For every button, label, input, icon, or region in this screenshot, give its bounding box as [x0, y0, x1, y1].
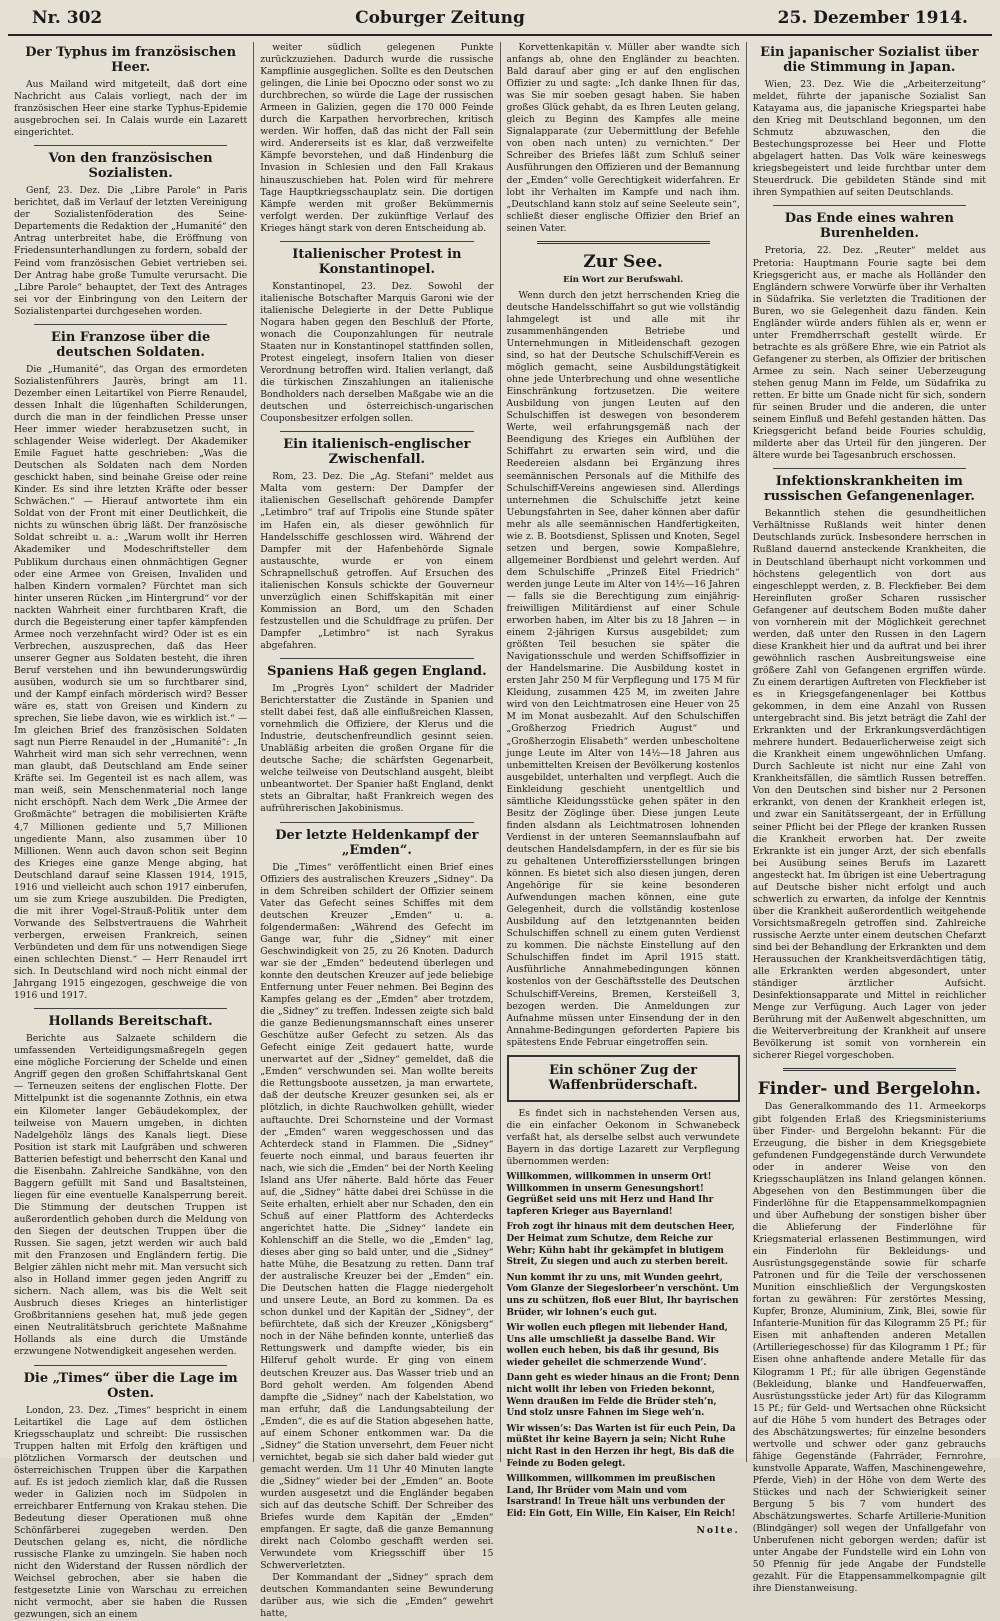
article-body: Korvettenkapitän v. Müller aber wandte sich anfangs ab, ohne den Engländer zu beachten. Bald darauf aber ging er auf den englischen Offizier zu und sagte: „Ich danke Ihnen für das, was Sie mir soeben gesagt haben. Sie haben großes Glück gehabt, da es Ihren Leuten gelang, gleich zu Beginn des Kampfes alle meine Signalapparate (zur Uebermittlung der Befehle von oben nach unten) zu vernichten.“ Der Schreiber des Briefes läßt zum Schluß seiner Ausführungen den Offizieren und der Bemannung der „Emden“ volle Gerechtigkeit widerfahren. Er lobt ihr Verhalten im Kampfe und nach ihm. „Deutschland kann stolz auf seine Seeleute sein“, schließt dieser englische Offizier den Brief an seinen Vater.	[507, 42, 740, 235]
boxed-headline	[507, 1055, 740, 1102]
signature: Nolte.	[507, 1525, 740, 1537]
article-headline: Spaniens Haß gegen England.	[260, 664, 493, 679]
article-headline: Hollands Bereitschaft.	[14, 1014, 247, 1029]
column-4	[747, 42, 992, 1462]
article-body: Konstantinopel, 23. Dez. Sowohl der italienische Botschafter Marquis Garoni wie der italienische Delegierte in der Dette Publique Nogara haben gegen den Beschluß der Pforte, wonach die Couponzahlungen für neutrale Staaten nur in Konstantinopel stattfinden sollen, Protest eingelegt, insofern Italien von dieser Verordnung betroffen wird. Italien verlangt, daß die türkischen Zinszahlungen an italienische Bondholders nach derselben Maßgabe wie an die deutschen und österreichisch-ungarischen Couponsbesitzer erfolgen sollen.	[260, 281, 493, 426]
column-1	[8, 42, 254, 1462]
article	[14, 1008, 247, 1358]
article	[14, 45, 247, 139]
article-body: Die „Times“ veröffentlicht einen Brief eines Offiziers des australischen Kreuzers „Sidney“. Da in dem Schreiben schildert der Offizier seinem Vater das Gefecht seines Schiffes mit dem deutschen Kreuzer „Emden“ u. a. folgendermaßen: „Während des Gefecht im Gange war, fuhr die „Sidney“ mit einer Geschwindigkeit von 25, zu 26 Knoten. Dadurch war sie der „Emden“ bedeutend überlegen und konnte den deutschen Kreuzer auf jede beliebige Entfernung unter Feuer nehmen. Bei Beginn des Kampfes gelang es der „Emden“ aber trotzdem, die „Sidney“ zu treffen. Indessen zeigte sich bald die ganze Bedienungsmannschaft eines unserer Geschütze außer Gefecht zu setzen. Als das Gefecht einige Zeit gedauert hatte, wurde unerwartet auf der „Sidney“ gemeldet, daß die „Emden“ verschwunden sei. Man wollte bereits die Rettungsboote aussetzen, ja man erwartete, daß der deutsche Kreuzer gesunken sei, als er plötzlich, in dichte Rauchwolken gehüllt, wieder auftauchte. Drei Schornsteine und der Vormast der „Emden“ waren weggeschossen und das Achterdeck stand in Flammen. Die „Sidney“ feuerte noch einmal, und baraus feuerten ihr nach, wie sich die „Emden“ bei der North Keeling Island ans Ufer näherte. Bald hörte das Feuer auf, die „Sidney“ hätte dabei drei Schüsse in die Seite erhalten, erhielt aber nur Schaden, den ein Schuß auf einer Plattform des Achterdecks angerichtet hatte. Die „Sidney“ landete ein Kohlenschiff an die Stelle, wo die „Emden“ lag, dieses aber ging so bald unter, und die „Sidney“ hatte Mühe, die Besatzung zu retten. Dann traf der australische Kreuzer bei der „Emden“ ein. Die Deutschen hatten die Flagge niedergeholt und unsere Leute, an Bord zu kommen. Da es schon dunkel und der Kapitän der „Sidney“, der befürchtete, daß sich der Kreuzer „Königsberg“ noch in der Nähe befinden konnte, unterließ das Rettungswerk und dampfte wieder, bis ein Hilferuf geholt wurde. Er ging von einem deutschen Kreuzer aus. Das Wasser trieb und an Bord geholt werden. Am folgenden Abend dampfte die „Sidney“ nach der Kabelstation, wo man erfuhr, daß die Landungsabteilung der „Emden“, die es auf die Station abgesehen hatte, auf einem Schoner entkommen war. Da die „Sidney“ die Station unversehrt, dem Feuer nicht vernichtet, begab sie sich daher bald wieder gut gemacht werden. Um 11 Uhr 40 Minuten langte die „Sidney“ wieder bei der „Emden“ an. Boote wurden ausgesetzt und die Engländer begaben sich auf das deutsche Schiff. Der Schreiber des Briefes wurde dem Kapitän der „Emden“ empfangen. Er sagte, daß die ganze Bemannung direkt nach Colombo geschafft werden sei. Verwundete vom Kriegsschiff über 15 Schwerverletzten.	[260, 862, 493, 1573]
article-headline: Zur See.	[507, 252, 740, 272]
poem-stanza: Wir wollen euch pflegen mit liebender Hand, Uns alle umschließt ja dasselbe Band. Wir wollen euch heben, bis daß ihr gesund, Bis wieder geheilet die schmerzende Wund’.	[507, 1323, 740, 1369]
divider	[783, 1068, 956, 1071]
poem-stanza: Dann geht es wieder hinaus an die Front; Denn nicht wollt ihr leben von Frieden bekonnt, Wenn draußen im Felde die Brüder steh’n, Und stolz unsre Fahnen im Siege weh’n.	[507, 1373, 740, 1419]
article	[507, 42, 740, 235]
article	[753, 468, 986, 1062]
article-body: weiter südlich gelegenen Punkte zurückzuziehen. Dadurch wurde die russische Kampflinie ausgeglichen. Sollte es den Deutschen gelingen, die Linie bei Opoczno oder sonst wo zu durchbrechen, so würde die Lage der russischen Armeen in Galizien, gegen die 170 000 Feinde durch die Karpathen hervorbrechen, kritisch werden. Wir hoffen, daß das nicht der Fall sein wird. Andererseits ist es klar, daß verzweifelte Kämpfe bevorstehen, und daß Hindenburg die Invasion in Schlesien und den Fall Krakaus hinauszuschieben hat. Polen wird für mehrere Tage Hauptkriegsschauplatz sein. Die dortigen Kämpfe werden mit großer Bekümmernis verfolgt werden. Der zukünftige Verlauf des Krieges hängt stark von deren Entscheidung ab.	[260, 42, 493, 235]
article	[260, 42, 493, 235]
article-body: Es findet sich in nachstehenden Versen aus, die ein einfacher Oekonom in Schwanebeck verfaßt hat, als derselbe selbst auch verwundete Bayern in das dortige Lazarett zur Verpflegung übernommen werden:	[507, 1108, 740, 1168]
poem-stanza: Nun kommt ihr zu uns, mit Wunden geehrt, Vom Glanze der Siegeslorbeer’n verschönt. Um uns zu schützen, floß euer Blut, Ihr bayrischen Brüder, wir lohnen’s euch gut.	[507, 1273, 740, 1319]
columns	[8, 42, 992, 1462]
divider	[280, 658, 473, 659]
article	[753, 1068, 986, 1595]
article-subtitle: Ein Wort zur Berufswahl.	[507, 274, 740, 286]
divider	[537, 241, 710, 244]
article-body: Berichte aus Salzaete schildern die umfassenden Verteidigungsmaßregeln gegen eine mögliche Forcierung der Schelde und einen Angriff gegen den großen Schiffahrtskanal Gent — Terneuzen seitens der englischen Flotte. Der Mittelpunkt ist die sogenannte Zothnis, ein etwa ein Kilometer langer Gebäudekomplex, der teilweise von Mauern umgeben, in dichten Nadelgehölz längs des Kanals liegt. Diese Position ist stark mit Laufgräben und schweren Batterien befestigt und beherrscht den Kanal und die Eisenbahn. Zahlreiche Sandkähne, von den Baggern gefüllt mit Sand und Basaltsteinen, liegen für eine eventuelle Kanalsperrung bereit. Die Stimmung der deutschen Truppen ist außerordentlich gehoben durch die Meldung von den Siegen der deutschen Truppen über die Russen. Sie sagen, jetzt werden wir auch bald mit den Franzosen und Engländern fertig. Die Belgier zählen nicht mehr mit. Man versucht sich also in Holland immer gegen jeden Angriff zu sichern. Nach allem, was bis die Welt seit Ausbruch dieses Krieges an hinterlistiger Großbritanniens gesehen hat, muß jede gegen einen Neutralitätsbruch gerichtete Maßnahme Hollands als eine durch die Umstände erzwungene Notwendigkeit angesehen werden.	[14, 1033, 247, 1358]
masthead	[8, 6, 992, 36]
article-body: Pretoria, 22. Dez. „Reuter“ meldet aus Pretoria: Hauptmann Fourie sagte bei dem Kriegsgericht aus, er mache als Holländer den Engländern schwere Vorwürfe über ihr Verhalten in Südafrika. Sie verletzten die Traditionen der Buren, wo sie Gelegenheit dazu fänden. Kein Engländer würde anders fühlen als er, wenn er unter Fremdherrschaft gestellt würde. Er betrachte es als größere Ehre, wie ein Patriot als Gefangener zu sterben, als Offizier der britischen Armee zu sein. Nach seiner Ueberzeugung stehen genug Mann im Felde, um Südafrika zu retten. Er bitte um Gnade nicht für sich, sondern für seinen Bruder und die anderen, die unter seinem Einfluß und Befehl gestanden hätten. Das Kriegsgericht befand beide Fouries schuldig, milderte aber das Urteil für den jüngeren. Der ältere wurde bei Tagesanbruch erschossen.	[753, 245, 986, 462]
article-body: Genf, 23. Dez. Die „Libre Parole“ in Paris berichtet, daß im Verlauf der letzten Vereinigung der Sozialistenföderation des Seine-Departements die Redaktion der „Humanité“ den Antrag unterbreitet habe, die Eröffnung von Friedensunterhandlungen zu fordern, sobald der Feind vom französischen Gebiet vertrieben sei. Der Antrag habe große Tumulte verursacht. Die „Libre Parole“ behauptet, der Text des Antrages sei vor der Einbringung von den Leitern der Sozialistenpartei durchgesehen worden.	[14, 185, 247, 318]
divider	[34, 1008, 227, 1009]
poem-stanza: Froh zogt ihr hinaus mit dem deutschen Heer, Der Heimat zum Schutze, dem Reiche zur Wehr; Kühn habt ihr gekämpfet in blutigem Streit, Zu siegen und auch zu sterben bereit.	[507, 1222, 740, 1268]
article-headline: Die „Times“ über die Lage im Osten.	[14, 1371, 247, 1401]
article-headline: Von den französischen Sozialisten.	[14, 151, 247, 181]
article	[14, 324, 247, 1002]
article-headline: Infektionskrankheiten im russischen Gefangenenlager.	[753, 474, 986, 504]
divider	[280, 822, 473, 823]
article-body: Im „Progrès Lyon“ schildert der Madrider Berichterstatter die Zustände in Spanien und stellt dabei fest, daß alle einflußreichen Klassen, vornehmlich die Offiziere, der Klerus und die Industrie, deutschenfreundlich gesinnt seien. Unabläßig arbeiten die großen Organe für die deutsche Sache; die schärfsten Gegenarbeit, welche teilweise von Deutschland ausgeht, bleibt unbeantwortet. Der Spanier haßt England, denkt stets an Gibraltar, haßt Frankreich wegen des aufrührerischen Jakobinismus.	[260, 683, 493, 816]
poem-stanza: Willkommen, willkommen in unserm Ort! Willkommen in unserm Genesungshort! Gegrüßet seid uns mit Herz und Hand Ihr tapferen Krieger aus Bayernland!	[507, 1172, 740, 1218]
divider	[773, 468, 966, 469]
article	[507, 1055, 740, 1537]
article-headline: Finder- und Bergelohn.	[753, 1079, 986, 1099]
article-headline: Ein Franzose über die deutschen Soldaten.	[14, 330, 247, 360]
divider	[280, 431, 473, 432]
poem-stanza: Willkommen, willkommen im preußischen Land, Ihr Brüder vom Main und vom Isarstrand! In Treue hält uns verbunden der Eid: Ein Gott, Ein Wille, Ein Kaiser, Ein Reich!	[507, 1474, 740, 1520]
article	[260, 658, 493, 816]
article-body: Bekanntlich stehen die gesundheitlichen Verhältnisse Rußlands weit hinter denen Deutschlands zurück. Insbesondere herrschen in Rußland dauernd ansteckende Krankheiten, die in Deutschland überhaupt nicht vorkommen und höchstens gelegentlich von dort aus eingeschleppt werden, z. B. Fleckfieber. Bei dem Hereinfluten großer Scharen russischer Gefangener auf deutschem Boden mußte daher von vornherein mit der Möglichkeit gerechnet werden, daß unter den Russen in den Lagern diese Krankheit hier und da auftrat und bei ihrer gewöhnlich raschen Ausbreitungsweise eine größere Zahl von Gefangenen ergriffen würde. Zu einem derartigen Auftreten von Fleckfieber ist es in Kriegsgefangenenlager bei Kottbus gekommen, in dem eine Anzahl von Russen untergebracht sind. Bis jetzt beträgt die Zahl der Erkrankten und der Erkrankungsverdächtigen mehrere hundert. Bedauerlicherweise zeigt sich die Krankheit einem ungewöhnlichen Umfang. Durch Sachleute ist nicht nur eine Zahl von Krankheitsfällen, die sämtlich Russen betreffen. Von den Deutschen sind bisher nur 2 Personen erkrankt, von denen der Krankheit erlegen ist, und zwar ein Sanitätssergeant, der in Erfüllung seiner Pflicht bei der Pflege der kranken Russen die Krankheit erworben hat. Der zweite Erkrankte ist ein junger Arzt, der sich ebenfalls bei Ausübung seines Berufs im Lazarett angesteckt hat. Im übrigen ist eine Uebertragung auf Deutsche bisher nicht erfolgt und auch schwerlich zu erwarten, da infolge der Kenntnis über die Krankheit außerordentlich weitgehende Vorsichtsmaßregeln getroffen sind. Zahlreiche russische Aerzte unter einem deutschen Chefarzt sind bei der Behandlung der Erkrankten und dem Heraussuchen der Krankheitsverdächtigen tätig, alle Erkrankten werden abgesondert, unter ständiger ärztlicher Aufsicht. Desinfektionsapparate und Mittel in reichlicher Menge zur Verfügung. Auch Lager von jeder Berührung mit der Außenwelt abgeschnitten, um die Weiterverbreitung der Krankheit auf unsere Bevölkerung ist somit von vornherein ein sicherer Riegel vorgeschoben.	[753, 508, 986, 1062]
column-3	[501, 42, 747, 1462]
poem	[507, 1172, 740, 1521]
divider	[34, 1365, 227, 1366]
newspaper-title: Coburger Zeitung	[355, 8, 525, 28]
issue-number: Nr. 302	[32, 8, 102, 28]
article-body: Rom, 23. Dez. Die „Ag. Stefani“ meldet aus Malta vom gestern: Der Dampfer der italienischen Gesellschaft gehörende Dampfer „Letimbro“ traf auf Tripolis eine Stunde später im Hafen ein, als dieser gewöhnlich für Handelsschiffe geschlossen wird. Während der Dampfer mit der Hafenbehörde Signale austauschte, wurde er von einem Schrapnellschuß getroffen. Auf Ersuchen des italienischen Konsuls schickte der Gouverneur unverzüglich einen Schiffskapitän mit einer Kommission an Bord, um den Schaden festzustellen und die Schuldfrage zu prüfen. Der Dampfer „Letimbro“ ist nach Syrakus abgefahren.	[260, 471, 493, 652]
article	[507, 241, 740, 1049]
article-body: Das Generalkommando des 11. Armeekorps gibt folgenden Erlaß des Kriegsministeriums über Finder- und Bergelohn bekannt: Für die Erzeugung, die bisher in dem Kriegsgebiete gefundenen Fundgegenstände durch Verwundete oder in anderer Weise von den Kriegsschauplätzen ins Inland gelangen können. Abgesehen von den Bestimmungen über die Finderlöhne für die Etappensammelkompagnien und über Aufhebung der sonstigen bisher über die Ablieferung der Finderlöhne für Kriegsmaterial erlassenen Bestimmungen, wird ein Finderlohn für Bekleidungs- und Ausrüstungsgegenstände sowie für scharfe Patronen und für die Teile der verschossenen Munition einschließlich der Vergungskosten fortan zu gewähren: Für zerstörtes Messing, Kupfer, Bronze, Aluminium, Zink, Blei, sowie für Infanterie-Munition für das Kilogramm 25 Pf.; für Eisen mit anhaftenden anderen Metallen (Artilleriegeschosse) für das Kilogramm 1 Pf.; für Eisen ohne anhaftende andere Metalle für das Kilogramm 1 Pf.; für alle übrigen Gegenstände (Bekleidung, blanke und Handfeuerwaffen, Ausrüstungsstücke jeder Art) für das Kilogramm 15 Pf.; für Geld- und Wertsachen ohne Rücksicht auf die Höhe 5 vom hundert des Betrages oder des Abschätzungswertes; für einzelne besonders wertvolle und schwer oder ganz gebrauchs fähige Gegenstände (Fahrräder, Fernrohre, kunstvolle Apparate, Waffen, Maschinengewehre, Pferde, Vieh) in der Höhe von dem Werte des Stückes und nach der Schwierigkeit seiner Bergung 5 bis 7 vom hundert des Abschätzungswertes. Scharfe Artillerie-Munition (Blindgänger) soll wegen der Unfallgefahr von Unberufenen nicht geborgen werden; dafür ist unter Angabe der Fundstelle wird ein Lohn von 50 Pfennig für jede Angabe der Fundstelle gezahlt. Für die Etappensammelkompagnie gilt ihre Dienstanweisung.	[753, 1101, 986, 1595]
article-headline: Italienischer Protest in Konstantinopel.	[260, 247, 493, 277]
column-2	[254, 42, 500, 1462]
article-body: Aus Mailand wird mitgeteilt, daß dort eine Nachricht aus Calais vorliegt, nach der im französischen Heer eine starke Typhus-Epidemie ausgebrochen sei. In Calais wurde ein Lazarett eingerichtet.	[14, 79, 247, 139]
article	[260, 431, 493, 652]
divider	[34, 145, 227, 146]
divider	[34, 324, 227, 325]
divider	[773, 205, 966, 206]
poem-stanza: Wir wissen’s: Das Warten ist für euch Pein, Da müßtet ihr keine Bayern ja sein; Nicht Ruhe nicht Rast in den Herzen ihr hegt, Bis daß die Feinde zu Boden gelegt.	[507, 1424, 740, 1470]
issue-date: 25. Dezember 1914.	[778, 8, 968, 28]
article-headline: Das Ende eines wahren Burenhelden.	[753, 211, 986, 241]
article	[753, 45, 986, 199]
article-body: Die „Humanité“, das Organ des ermordeten Sozialistenführers Jaurès, bringt am 11. Dezember einen Leitartikel von Pierre Renaudel, dessen Inhalt die lügenhaften Schilderungen, durch die man in der feindlichen Presse unser Heer immer wieder herabzusetzen sucht, in schlagender Weise widerlegt. Der Akademiker Emile Faguet hatte geschrieben: „Was die Deutschen als Soldaten nach dem Norden geschickt haben, sind beinahe Greise oder reine Kinder. Es sind ihre letzten Kräfte oder besser Schwächen.“ — Hierauf antwortete ihm ein Soldat von der Front mit einer Deutlichkeit, die nichts zu wünschen übrig läßt. Der französische Soldat schreibt u. a.: „Warum wollt ihr Herren Akademiker und Modeschriftsteller dem Publikum durchaus einen ohnmächtigen Gegner oder eine Armee von Greisen, Invaliden und halben Kindern vormalen? Fürchtet man sich hinter unseren Rücken „im Hintergrund“ vor der nackten Wahrheit einer furchtbaren Kraft, die durch die Begeisterung einer tapfer kämpfenden Armee noch verzehnfacht wird? Oder ist es ein Verbrechen, auszusprechen, daß das Heer unserer Gegner aus Soldaten besteht, die ihren Beruf verstehen und ihn bewunderungswürdig ausüben, wodurch sie um so furchtbarer sind, und der Kampf einfach mörderisch wird? Besser wäre es, statt von Greisen und Kindern zu sprechen, Sie liebe davon, wie es wirklich ist.“ — Im gleichen Brief des französischen Soldaten sagt nun Pierre Renaudel in der „Humanité“: „In Wahrheit wird man sich sehr verrechnen, wenn man glaubt, daß Deutschland am Ende seiner Kräfte sei. Im Gegenteil ist es nach allem, was man weiß, sein Menschenmaterial noch lange nicht erschöpft. Nach dem Werk „Die Armee der Großmächte“ betragen die mobilisierten Kräfte 4,7 Millionen gediente und 5,7 Millionen ungediente Mann, also zusammen über 10 Millionen. Wenn auch davon schon seit Beginn des Krieges eine ganze Menge abging, hat Deutschland darauf seine Klassen 1914, 1915, 1916 und vielleicht auch schon 1917 einberufen, um sie zum Kriege auszubilden. Die Predigten, die mit ihrer Vogel-Strauß-Politik unter dem Vorwande des Selbstvertrauens die Wahrheit verbergen, erweisen Frankreich, seinen Verbündeten und dem für uns notwendigen Siege einen schlechten Dienst.“ — Herr Renaudel irrt sich. In Deutschland wird noch nicht einmal der Jahrgang 1915 eingezogen, geschweige die von 1916 und 1917.	[14, 364, 247, 1002]
article-headline: Ein italienisch-englischer Zwischenfall.	[260, 437, 493, 467]
article	[260, 241, 493, 426]
article	[753, 205, 986, 462]
divider	[280, 241, 473, 242]
article	[14, 145, 247, 318]
article-body: London, 23. Dez. „Times“ bespricht in einem Leitartikel die Lage auf dem östlichen Kriegsschauplatz und schreibt: Die russischen Truppen halten mit Erfolg den kräftigen und plötzlichen Vormarsch der deutschen und österreichischen Truppen über die Karpathen auf. Es ist jedoch ziemlich klar, daß die Russen weder in Galizien noch im Südpolen in erreichbarer Entfernung von Krakau stehen. Die Bedeutung dieser Operationen muß ohne Schönfärberei zugegeben werden. Den Deutschen gelang es, nicht, die nördliche russische Flanke zu umzingeln. Sie haben noch nicht den Widerstand der Russen nördlich der Weichsel gebrochen, aber sie haben die festgesetzte Linie von Warschau zu erreichen nicht vermocht, aber sie haben die Russen gezwungen, sich an einem	[14, 1405, 247, 1621]
article-headline: Der Typhus im französischen Heer.	[14, 45, 247, 75]
article-headline: Ein schöner Zug der Waffenbrüderschaft.	[512, 1063, 735, 1093]
article	[14, 1365, 247, 1621]
article	[260, 822, 493, 1621]
article-body: Wien, 23. Dez. Wie die „Arbeiterzeitung“ meldet, führte der japanische Sozialist San Katayama aus, die japanische Kriegspartei habe den Krieg mit Deutschland begonnen, um den Schmutz abzuwaschen, den die Bestechungsprozesse bei Heer und Flotte abgelagert hatten. Das Volk wäre keineswegs kriegsbegeistert und leide furchtbar unter dem Steuerdruck. Die gebildeten Stände sind mit ihren Sympathien auf seiten Deutschlands.	[753, 79, 986, 199]
article-body: Der Kommandant der „Sidney“ sprach dem deutschen Kommandanten seine Bewunderung darüber aus, wie sich die „Emden“ gewehrt hatte,	[260, 1572, 493, 1620]
article-headline: Ein japanischer Sozialist über die Stimmung in Japan.	[753, 45, 986, 75]
article-headline: Der letzte Heldenkampf der „Emden“.	[260, 828, 493, 858]
article-body: Wenn durch den jetzt herrschenden Krieg die deutsche Handelsschiffahrt so gut wie vollständig lahmgelegt ist und alle mit ihr zusammenhängenden Betriebe und Unternehmungen in Mitleidenschaft gezogen sind, so hat der Deutsche Schulschiff-Verein es möglich gemacht, seine Ausbildungstätigkeit ohne jede Unterbrechung und ohne wesentliche Einschränkung fortzusetzen. Die weitere Ausbildung von jungen Leuten auf den Schulschiffen ist deswegen von besonderem Werte, weil erfahrungsgemäß nach der Beendigung des Krieges ein Aufblühen der Schiffahrt zu erwarten sein wird, und die Reedereien alsdann bei Ergänzung ihres seemännischen Personals auf die Mithilfe des Schulschiff-Vereins angewiesen sind. Allerdings unternehmen die Schulschiffe jetzt keine Uebungsfahrten in See, daher können aber dafür mehr als alle seemännischen Handfertigkeiten, wie z. B. Bootsdienst, Splissen und Knoten, Segel setzen und bergen, sowie Kompaßlehre, allgemeiner Bordbienst und gelehrt werden. Auf dem Schulschiffe „Prinzeß Eitel Friedrich“ werden junge Leute im Alter von 14½—16 Jahren — falls sie die Berechtigung zum einjährig-freiwilligen Militärdienst auf einer Schule erworben haben, im Alter bis zu 18 Jahren — in einem 2-jährigen Kursus ausgebildet; zum größten Teil besuchen sie später die Navigationsschule und werden Schiffsoffizier in der Handelsmarine. Die Ausbildung kostet in ersten Jahr 250 M für Verpflegung und 175 M für Kleidung, zusammen 425 M, im zweiten Jahre wird von den Leichtmatrosen eine Heuer von 25 M im Monat ausbezahlt. Auf den Schulschiffen „Großherzog Friedrich August“ und „Großherzogin Elisabeth“ werden unbescholtene junge Leute im Alter von 14½—18 Jahren aus unbemittelten Kreisen der Bevölkerung kostenlos ausgebildet, unterhalten und verpflegt. Auch die Einkleidung geschieht unentgeltlich und sämtliche Kleidungsstücke gehen später in den Besitz der Zöglinge über. Diese jungen Leute finden alsdann als Leichtmatrosen lohnenden Verdienst in der unteren Seemannslaufbahn auf deutschen Handelsdampfern, in der es für sie bis zu gehaltenen Unteroffiziersstellungen bringen können. Es bietet sich also diesen jungen, deren Angehörige für sie keine besonderen Aufwendungen machen können, eine gute Gelegenheit, durch die vollständig kostenlose Ausbildung auf den letztgenannten beiden Schulschiffen schnell zu einem guten Verdienst zu kommen. Die nächste Einstellung auf den Schulschiffen findet im April 1915 statt. Ausführliche Annahmebedingungen können kostenlos von der Geschäftsstelle des Deutschen Schulschiff-Vereins, Bremen, Kersteißell 3, bezogen werden. Die Anmeldungen zur Aufnahme müssen unter Einsendung der in den Annahme-Bedingungen geforderten Papiere bis spätestens Ende Februar eingetroffen sein.	[507, 290, 740, 1049]
